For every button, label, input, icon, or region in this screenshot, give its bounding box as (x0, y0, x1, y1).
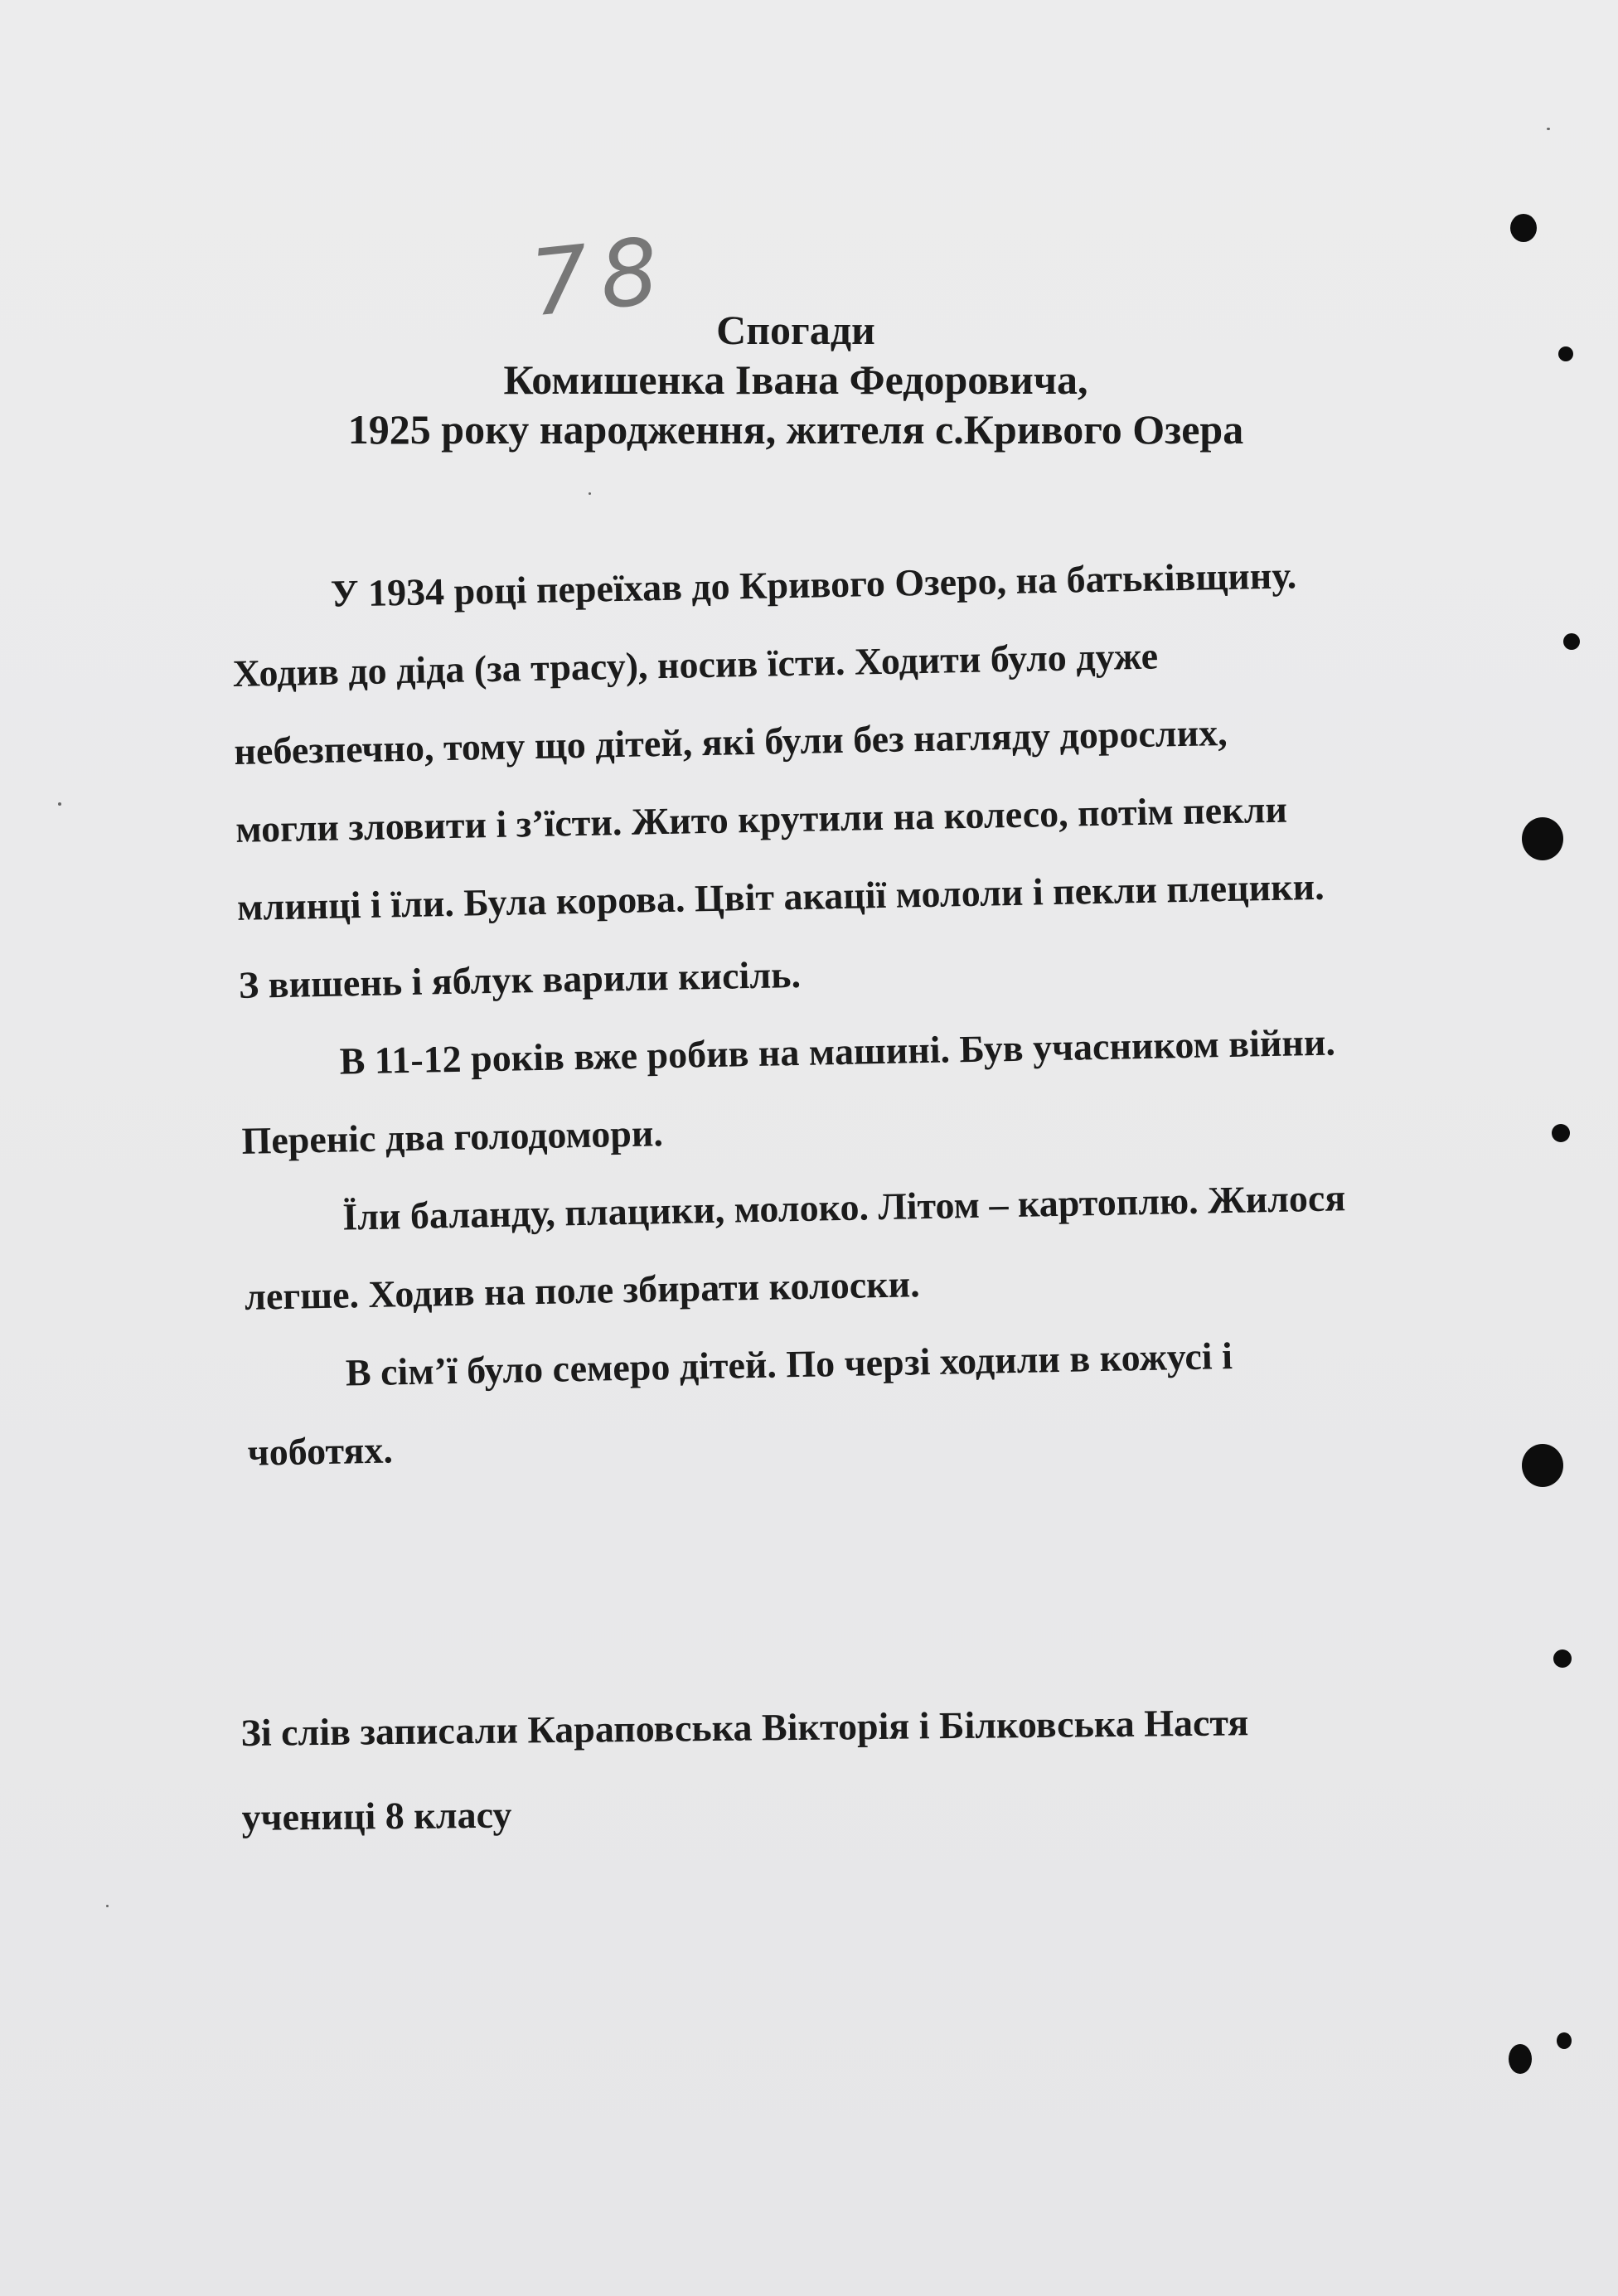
text-line: Переніс два голодомори. (241, 1112, 664, 1162)
paper-speck (58, 802, 61, 806)
punch-hole (1558, 346, 1573, 361)
text-line: млинці і їли. Була корова. Цвіт акації мололи і пекли плецики. (236, 865, 1325, 928)
punch-hole (1509, 2044, 1532, 2074)
text-line: Їли баланду, плацики, молоко. Літом – картоплю. Жилося (342, 1176, 1346, 1238)
punch-hole (1563, 633, 1580, 650)
credit-authors: Зі слів записали Караповська Вікторія і Білковська Настя (240, 1701, 1249, 1754)
punch-hole (1522, 1444, 1563, 1487)
text-line: В сім’ї було семеро дітей. По черзі ходили в кожусі і (345, 1334, 1233, 1394)
punch-hole (1553, 1649, 1572, 1668)
punch-hole (1552, 1124, 1570, 1142)
handwritten-page-number: 78 (525, 216, 676, 337)
heading-title: Спогади (716, 307, 875, 353)
text-line: могли зловити і з’їсти. Жито крутили на колесо, потім пекли (235, 787, 1288, 850)
punch-hole (1522, 817, 1563, 860)
paper-speck (589, 492, 591, 495)
text-line: небезпечно, тому що дітей, які були без нагляду дорослих, (234, 710, 1228, 773)
text-line: З вишень і яблук варили кисіль. (238, 952, 802, 1006)
credit-class: учениці 8 класу (241, 1793, 512, 1838)
punch-hole (1557, 2032, 1572, 2049)
text-line: Ходив до діда (за трасу), носив їсти. Ходити було дуже (232, 634, 1159, 695)
paper-speck (106, 1905, 109, 1907)
text-line: В 11-12 років вже робив на машині. Був учасником війни. (339, 1020, 1336, 1083)
text-line: чоботях. (247, 1428, 394, 1474)
paper-speck (1547, 128, 1550, 130)
text-line: У 1934 році переїхав до Кривого Озеро, на батьківщину. (330, 554, 1297, 615)
credit-block (240, 1678, 1485, 1860)
heading-details: 1925 року народження, жителя с.Кривого Озера (347, 406, 1244, 453)
punch-hole (1510, 214, 1537, 242)
text-line: легше. Ходив на поле збирати колоски. (244, 1262, 921, 1318)
heading-name: Комишенка Івана Федоровича, (503, 356, 1088, 403)
document-heading (249, 305, 1343, 454)
memoir-text (230, 532, 1541, 1492)
